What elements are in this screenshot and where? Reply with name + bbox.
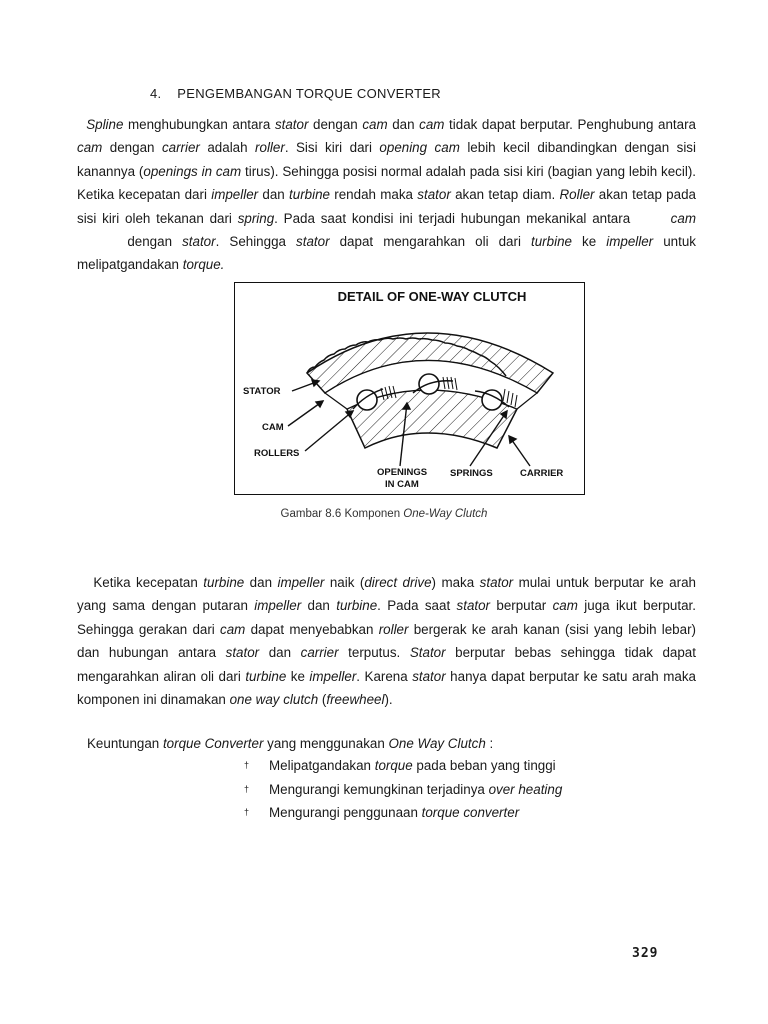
- italic-term: over heating: [488, 781, 563, 797]
- figure-title: DETAIL OF ONE-WAY CLUTCH: [337, 289, 527, 304]
- text-run: dapat menyebabkan: [245, 621, 379, 637]
- text-run: dan: [387, 117, 420, 132]
- paragraph-2: [77, 571, 696, 711]
- paragraph-2-text: [77, 571, 696, 711]
- text-run: juga ikut berputar. Sehingga gerakan dari: [77, 598, 696, 637]
- italic-term: roller: [255, 140, 285, 156]
- italic-term: impeller: [211, 187, 259, 203]
- italic-term: impeller: [277, 575, 325, 590]
- text-run: Ketika kecepatan: [77, 575, 204, 590]
- text-run: Mengurangi kemungkinan terjadinya: [269, 781, 489, 797]
- italic-term: cam: [670, 210, 696, 226]
- italic-term: torque converter: [421, 805, 520, 820]
- italic-term: stator: [456, 598, 491, 614]
- italic-term: Roller: [559, 187, 595, 203]
- italic-term: opening cam: [379, 140, 460, 156]
- text-run: . Pada saat: [377, 598, 457, 614]
- italic-term: stator: [412, 668, 446, 684]
- italic-term: one way clutch: [229, 692, 319, 708]
- label-carrier: CARRIER: [520, 468, 564, 479]
- text-run: hanya dapat berputar ke satu arah maka komponen ini dinamakan: [77, 668, 696, 708]
- text-run: ) maka: [431, 575, 480, 590]
- italic-term: One Way Clutch: [388, 736, 486, 751]
- text-run: adalah: [199, 140, 256, 156]
- text-run: berputar bebas sehingga tidak dapat mengarahkan aliran oli dari: [77, 645, 696, 684]
- italic-term: freewheel: [326, 692, 385, 708]
- text-run: . Sisi kiri dari: [284, 140, 380, 156]
- text-run: . Pada saat kondisi ini terjadi hubungan mekanikal antara: [274, 210, 671, 226]
- italic-term: turbine: [245, 668, 287, 684]
- text-run: bergerak ke arah kanan (sisi yang lebih lebar) dan hubungan antara: [77, 621, 696, 661]
- text-run: dan: [244, 575, 278, 590]
- italic-term: turbine: [289, 187, 330, 203]
- label-cam: CAM: [262, 422, 284, 433]
- text-run: mulai untuk berputar ke arah yang sama dengan putaran: [77, 575, 696, 614]
- text-run: . Sehingga: [215, 234, 297, 250]
- italic-term: cam: [77, 140, 103, 156]
- italic-term: cam: [220, 621, 246, 637]
- italic-term: roller: [378, 621, 409, 637]
- italic-term: torque: [374, 758, 413, 773]
- italic-term: turbine: [203, 575, 245, 590]
- clutch-diagram: [235, 283, 586, 496]
- section-title: PENGEMBANGAN TORQUE CONVERTER: [177, 86, 441, 101]
- italic-term: carrier: [161, 140, 200, 156]
- italic-term: Stator: [409, 645, 446, 661]
- text-run: tidak dapat berputar. Penghubung antara: [444, 117, 696, 132]
- italic-term: spring: [237, 210, 275, 226]
- text-run: :: [485, 736, 494, 751]
- italic-term: direct drive: [364, 575, 432, 590]
- italic-term: stator: [182, 234, 216, 250]
- label-rollers: ROLLERS: [254, 448, 300, 459]
- italic-term: Spline: [86, 117, 124, 132]
- text-run: naik (: [324, 575, 365, 590]
- list-item-text: [269, 758, 556, 773]
- text-run: pada beban yang tinggi: [412, 758, 556, 773]
- bullet-mark: †: [244, 760, 250, 770]
- italic-term: turbine: [531, 234, 572, 250]
- text-run: terputus.: [338, 645, 410, 661]
- list-item-text: [269, 782, 562, 797]
- italic-term: openings in cam: [143, 163, 242, 179]
- label-openings-1: OPENINGS: [377, 467, 428, 478]
- bullet-mark: †: [244, 783, 250, 794]
- paragraph-1-text: [77, 113, 696, 277]
- paragraph-1: [77, 113, 696, 277]
- text-run: yang menggunakan: [263, 736, 389, 751]
- italic-term: stator: [296, 234, 330, 250]
- italic-term: stator: [417, 187, 451, 203]
- caption-prefix: Gambar 8.6 Komponen: [280, 508, 404, 520]
- page-number: 329: [632, 946, 659, 961]
- italic-term: cam: [362, 117, 388, 132]
- italic-term: impeller: [606, 234, 654, 250]
- text-run: dan: [258, 187, 290, 203]
- bullet-mark: †: [244, 807, 250, 817]
- caption-italic: One-Way Clutch: [403, 508, 488, 520]
- text-run: Mengurangi penggunaan: [269, 805, 422, 820]
- text-run: lebih kecil dibandingkan dengan sisi kanannya (: [77, 140, 696, 179]
- italic-term: impeller: [254, 598, 302, 614]
- text-run: (: [318, 692, 327, 708]
- section-heading: [150, 86, 441, 101]
- text-run: berputar: [490, 598, 553, 614]
- text-run: tirus). Sehingga posisi normal adalah pada sisi kiri (bagian yang lebih kecil). Ketika kecepatan dari: [77, 163, 696, 203]
- text-run: dengan: [102, 140, 162, 156]
- text-run: dengan: [77, 234, 183, 250]
- text-run: dan: [301, 598, 337, 614]
- label-springs: SPRINGS: [450, 468, 493, 479]
- text-run: Melipatgandakan: [269, 758, 375, 773]
- text-run: akan tetap diam.: [450, 187, 560, 203]
- text-run: dengan: [308, 117, 363, 132]
- italic-term: torque.: [182, 257, 225, 273]
- text-run: [77, 117, 86, 132]
- label-openings-2: IN CAM: [385, 479, 419, 490]
- list-item-text: [269, 805, 519, 820]
- text-run: untuk melipatgandakan: [77, 234, 696, 273]
- text-run: rendah maka: [329, 187, 418, 203]
- italic-term: cam: [552, 598, 578, 614]
- text-run: menghubungkan antara: [123, 117, 275, 132]
- text-run: Keuntungan: [87, 736, 163, 751]
- text-run: akan tetap pada sisi kiri oleh tekanan dari: [77, 187, 696, 226]
- one-way-clutch-figure: [234, 282, 585, 495]
- text-run: . Karena: [356, 668, 413, 684]
- italic-term: impeller: [309, 668, 357, 684]
- italic-term: cam: [419, 117, 445, 132]
- figure-caption: [0, 508, 768, 520]
- italic-term: stator: [225, 645, 260, 661]
- italic-term: turbine: [336, 598, 378, 614]
- text-run: dapat mengarahkan oli dari: [329, 234, 532, 250]
- italic-term: stator: [274, 117, 309, 132]
- text-run: dan: [259, 645, 301, 661]
- text-run: ke: [571, 234, 607, 250]
- italic-term: torque Converter: [162, 736, 264, 751]
- label-stator: STATOR: [243, 386, 281, 397]
- text-run: ke: [286, 668, 310, 684]
- text-run: ).: [384, 692, 393, 708]
- section-number: 4.: [150, 86, 162, 101]
- italic-term: carrier: [300, 645, 339, 661]
- advantages-intro: [87, 736, 493, 751]
- italic-term: stator: [479, 575, 514, 590]
